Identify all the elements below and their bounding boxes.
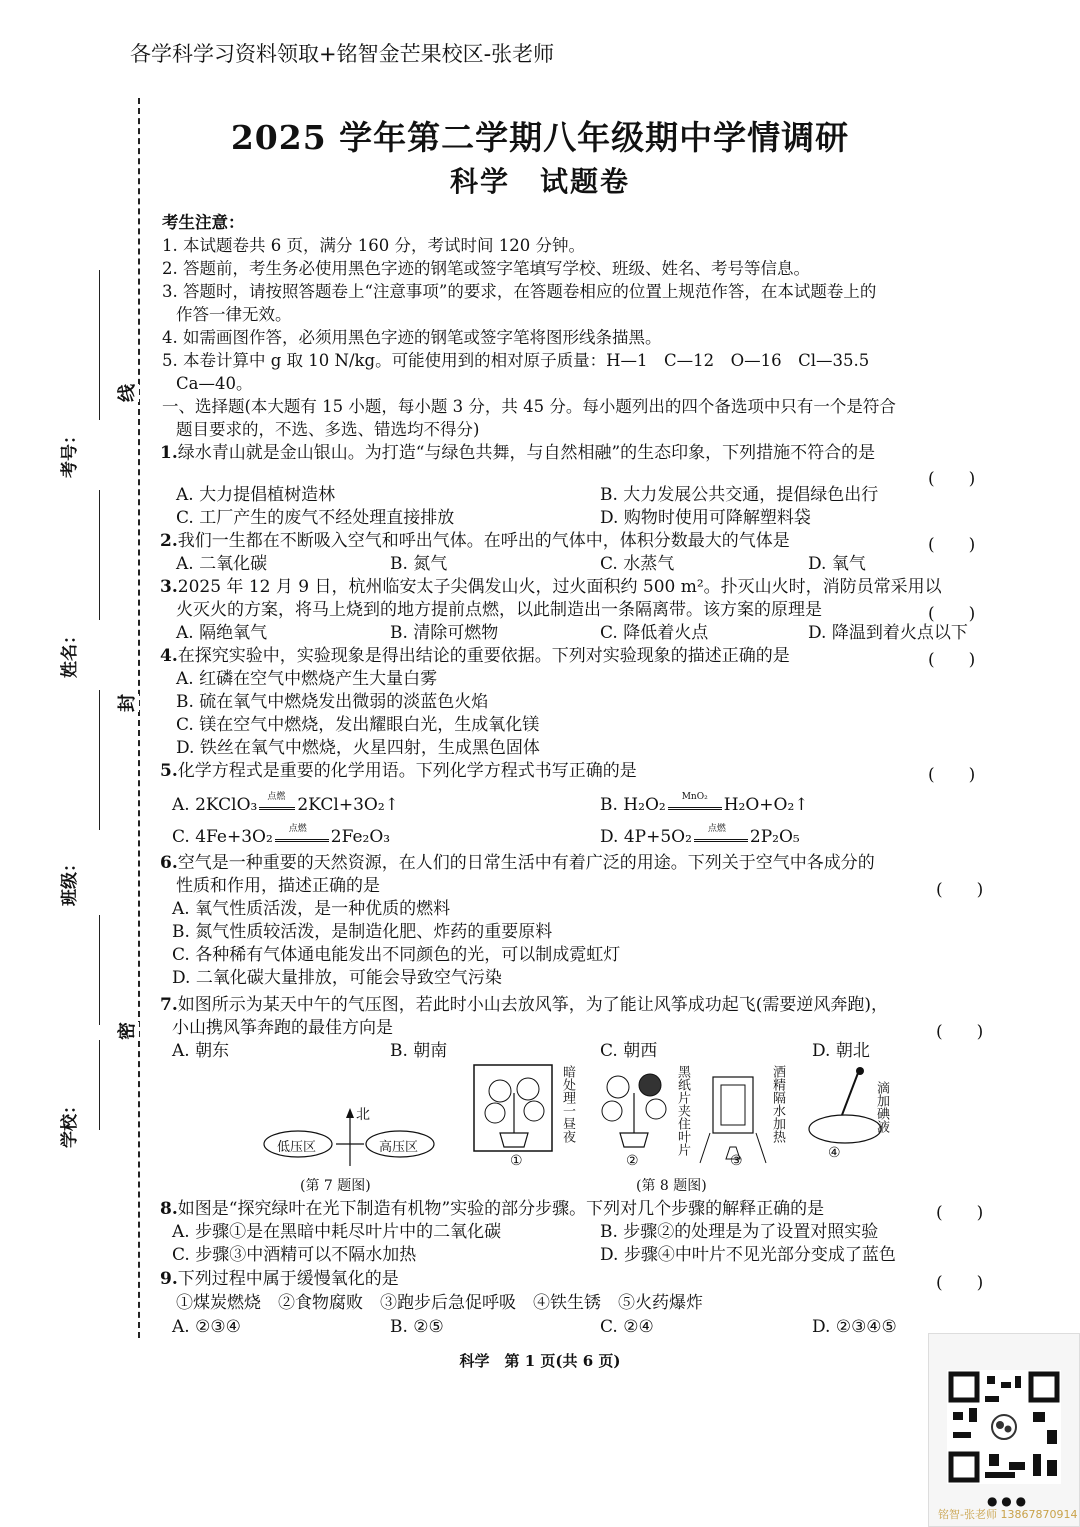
q4-option-a[interactable]: A. 红磷在空气中燃烧产生大量白雾 (176, 669, 438, 689)
bind-word-secret: 密 (113, 1022, 139, 1040)
q5-option-c[interactable] (172, 826, 390, 849)
section-heading-cont: 题目要求的，不选、多选、错选均不得分) (176, 420, 480, 439)
answer-blank[interactable]: ( ) (936, 1203, 984, 1223)
notice-item: 4. 如需画图作答，必须用黑色字迹的钢笔或签字笔将图形线条描黑。 (162, 328, 662, 347)
q3-stem-cont: 火灭火的方案，将马上烧到的地方提前点燃，以此制造出一条隔离带。该方案的原理是 (176, 600, 822, 620)
field-line[interactable] (99, 490, 100, 620)
notice-item: 2. 答题前，考生务必使用黑色字迹的钢笔或签字笔填写学校、班级、姓名、考号等信息。 (162, 259, 810, 278)
condition-fire: 点燃 (707, 824, 726, 834)
q9-option-d[interactable]: D. ②③④⑤ (812, 1317, 897, 1337)
page-subtitle: 科学 试题卷 (449, 165, 630, 198)
q5-option-d[interactable] (600, 826, 800, 849)
field-class: 班级： (60, 855, 80, 906)
equation-right: H₂O+O₂↑ (723, 795, 809, 815)
step1-label: 暗处理一昼夜 (560, 1065, 575, 1143)
answer-blank[interactable]: ( ) (928, 604, 976, 624)
step4-label: 滴加碘液 (874, 1081, 889, 1133)
q6-stem: 空气是一种重要的天然资源，在人们的日常生活中有着广泛的用途。下列关于空气中各成分的 (177, 853, 875, 873)
q1-option-c[interactable]: C. 工厂产生的废气不经处理直接排放 (176, 508, 455, 528)
condition-fire: 点燃 (288, 824, 307, 834)
q7-option-b[interactable]: B. 朝南 (390, 1041, 448, 1061)
field-line[interactable] (99, 915, 100, 1025)
q4-number: 4. (160, 646, 178, 666)
step2-label: 黑纸片夹住叶片 (675, 1065, 690, 1156)
q9-stem: 下列过程中属于缓慢氧化的是 (177, 1269, 399, 1289)
notice-heading: 考生注意： (162, 213, 245, 232)
figure-8 (470, 1063, 910, 1173)
q1-option-d[interactable]: D. 购物时使用可降解塑料袋 (600, 508, 811, 528)
header-note: 各学科学习资料领取+铭智金芒果校区-张老师 (130, 42, 555, 66)
qr-code-icon (929, 1342, 1079, 1512)
q6-stem-cont: 性质和作用，描述正确的是 (176, 876, 380, 896)
figure-7 (260, 1100, 440, 1170)
q6-option-a[interactable]: A. 氧气性质活泼，是一种优质的燃料 (172, 899, 451, 919)
q6-option-b[interactable]: B. 氮气性质较活泼，是制造化肥、炸药的重要原料 (172, 922, 553, 942)
condition-fire: 点燃 (267, 792, 286, 802)
q9-option-a[interactable]: A. ②③④ (172, 1317, 241, 1337)
qr-card[interactable] (928, 1333, 1080, 1527)
section-heading: 一、选择题(本大题有 15 小题，每小题 3 分，共 45 分。每小题列出的四个备选项中只有一个是符合 (162, 397, 896, 416)
q2-stem: 我们一生都在不断吸入空气和呼出气体。在呼出的气体中，体积分数最大的气体是 (177, 531, 790, 551)
q3-stem: 2025 年 12 月 9 日，杭州临安太子尖偶发山火，过火面积约 500 m²。扑灭山火时，消防员常采用以 (177, 577, 942, 597)
q5-number: 5. (160, 761, 178, 781)
figure-7-caption: (第 7 题图) (300, 1178, 371, 1194)
equation-right: 2Fe₂O₃ (330, 827, 391, 847)
field-school: 学校： (60, 1097, 80, 1148)
q8-stem: 如图是“探究绿叶在光下制造有机物”实验的部分步骤。下列对几个步骤的解释正确的是 (177, 1199, 825, 1219)
q2-number: 2. (160, 531, 178, 551)
figure-8-caption: (第 8 题图) (636, 1178, 707, 1194)
notice-item: Ca—40。 (176, 374, 253, 393)
step2-number: ② (626, 1153, 639, 1169)
q8-option-a[interactable]: A. 步骤①是在黑暗中耗尽叶片中的二氧化碳 (172, 1222, 502, 1242)
field-line[interactable] (99, 690, 100, 830)
field-exam-number: 考号： (60, 427, 80, 478)
equation-right: 2KCl+3O₂↑ (297, 795, 399, 815)
answer-blank[interactable]: ( ) (936, 880, 984, 900)
q2-option-d[interactable]: D. 氧气 (808, 554, 866, 574)
answer-blank[interactable]: ( ) (936, 1273, 984, 1293)
equation-left: A. 2KClO₃ (172, 795, 258, 815)
notice-item: 作答一律无效。 (176, 305, 292, 324)
q7-stem-cont: 小山携风筝奔跑的最佳方向是 (172, 1018, 393, 1038)
q8-number: 8. (160, 1199, 178, 1219)
q6-option-c[interactable]: C. 各种稀有气体通电能发出不同颜色的光，可以制成霓虹灯 (172, 945, 621, 965)
notice-item: 1. 本试题卷共 6 页，满分 160 分，考试时间 120 分钟。 (162, 236, 585, 255)
field-line[interactable] (99, 1040, 100, 1130)
q7-number: 7. (160, 995, 178, 1015)
page-title: 2025 学年第二学期八年级期中学情调研 (230, 118, 850, 157)
step4-number: ④ (828, 1145, 841, 1161)
q1-option-b[interactable]: B. 大力发展公共交通，提倡绿色出行 (600, 485, 879, 505)
answer-blank[interactable]: ( ) (936, 1022, 984, 1042)
q4-option-c[interactable]: C. 镁在空气中燃烧，发出耀眼白光，生成氧化镁 (176, 715, 540, 735)
q8-option-c[interactable]: C. 步骤③中酒精可以不隔水加热 (172, 1245, 417, 1265)
q1-option-a[interactable]: A. 大力提倡植树造林 (176, 485, 336, 505)
q5-option-a[interactable] (172, 794, 399, 817)
q9-items: ①煤炭燃烧 ②食物腐败 ③跑步后急促呼吸 ④铁生锈 ⑤火药爆炸 (176, 1293, 703, 1313)
north-label: 北 (356, 1107, 370, 1123)
q4-option-b[interactable]: B. 硫在氧气中燃烧发出微弱的淡蓝色火焰 (176, 692, 489, 712)
q6-number: 6. (160, 853, 178, 873)
answer-blank[interactable]: ( ) (928, 469, 976, 489)
page-footer: 科学 第 1 页(共 6 页) (459, 1352, 621, 1370)
q5-stem: 化学方程式是重要的化学用语。下列化学方程式书写正确的是 (177, 761, 637, 781)
step1-number: ① (510, 1153, 523, 1169)
low-pressure-label: 低压区 (277, 1140, 317, 1155)
step3-number: ③ (730, 1153, 743, 1169)
q4-stem: 在探究实验中，实验现象是得出结论的重要依据。下列对实验现象的描述正确的是 (177, 646, 790, 666)
field-name: 姓名： (60, 627, 80, 678)
bind-word-seal: 封 (113, 694, 139, 712)
q7-option-a[interactable]: A. 朝东 (172, 1041, 230, 1061)
q3-number: 3. (160, 577, 178, 597)
q3-option-a[interactable]: A. 隔绝氧气 (176, 623, 268, 643)
equation-left: D. 4P+5O₂ (600, 827, 692, 847)
q9-option-b[interactable]: B. ②⑤ (390, 1317, 444, 1337)
bind-word-line: 线 (113, 384, 139, 402)
q7-option-c[interactable]: C. 朝西 (600, 1041, 658, 1061)
q1-stem: 绿水青山就是金山银山。为打造“与绿色共舞，与自然相融”的生态印象，下列措施不符合的是 (177, 443, 876, 463)
q9-number: 9. (160, 1269, 178, 1289)
q2-option-a[interactable]: A. 二氧化碳 (176, 554, 268, 574)
field-line[interactable] (99, 270, 100, 420)
q8-option-b[interactable]: B. 步骤②的处理是为了设置对照实验 (600, 1222, 879, 1242)
q6-option-d[interactable]: D. 二氧化碳大量排放，可能会导致空气污染 (172, 968, 502, 988)
equation-right: 2P₂O₅ (749, 827, 800, 847)
equation-left: B. H₂O₂ (600, 795, 666, 815)
q3-option-c[interactable]: C. 降低着火点 (600, 623, 709, 643)
high-pressure-label: 高压区 (379, 1140, 419, 1155)
q7-stem: 如图所示为某天中午的气压图，若此时小山去放风筝，为了能让风筝成功起飞(需要逆风奔跑)， (177, 995, 889, 1015)
q9-option-c[interactable]: C. ②④ (600, 1317, 654, 1337)
notice-item: 3. 答题时，请按照答题卷上“注意事项”的要求，在答题卷相应的位置上规范作答，在本试题卷上的 (162, 282, 877, 301)
notice-item: 5. 本卷计算中 g 取 10 N/kg。可能使用到的相对原子质量：H—1 C—12 O—16 Cl—35.5 (162, 351, 870, 370)
q1-number: 1. (160, 443, 178, 463)
answer-blank[interactable]: ( ) (928, 765, 976, 785)
q3-option-d[interactable]: D. 降温到着火点以下 (808, 623, 968, 643)
answer-blank[interactable]: ( ) (928, 650, 976, 670)
q7-option-d[interactable]: D. 朝北 (812, 1041, 870, 1061)
equation-left: C. 4Fe+3O₂ (172, 827, 273, 847)
q4-option-d[interactable]: D. 铁丝在氧气中燃烧，火星四射，生成黑色固体 (176, 738, 540, 758)
q2-option-c[interactable]: C. 水蒸气 (600, 554, 675, 574)
q5-option-b[interactable] (600, 794, 809, 817)
binding-dashed-line (138, 98, 140, 1338)
q3-option-b[interactable]: B. 清除可燃物 (390, 623, 499, 643)
q2-option-b[interactable]: B. 氮气 (390, 554, 448, 574)
answer-blank[interactable]: ( ) (928, 535, 976, 555)
step3-label: 酒精隔水加热 (770, 1065, 785, 1143)
qr-contact-tag: 铭智-张老师 13867870914 (938, 1508, 1078, 1521)
condition-mno2: MnO₂ (681, 792, 708, 802)
pressure-map-icon (260, 1100, 440, 1170)
q8-option-d[interactable]: D. 步骤④中叶片不见光部分变成了蓝色 (600, 1245, 896, 1265)
more-icon[interactable]: ● ● ● (987, 1494, 1027, 1508)
